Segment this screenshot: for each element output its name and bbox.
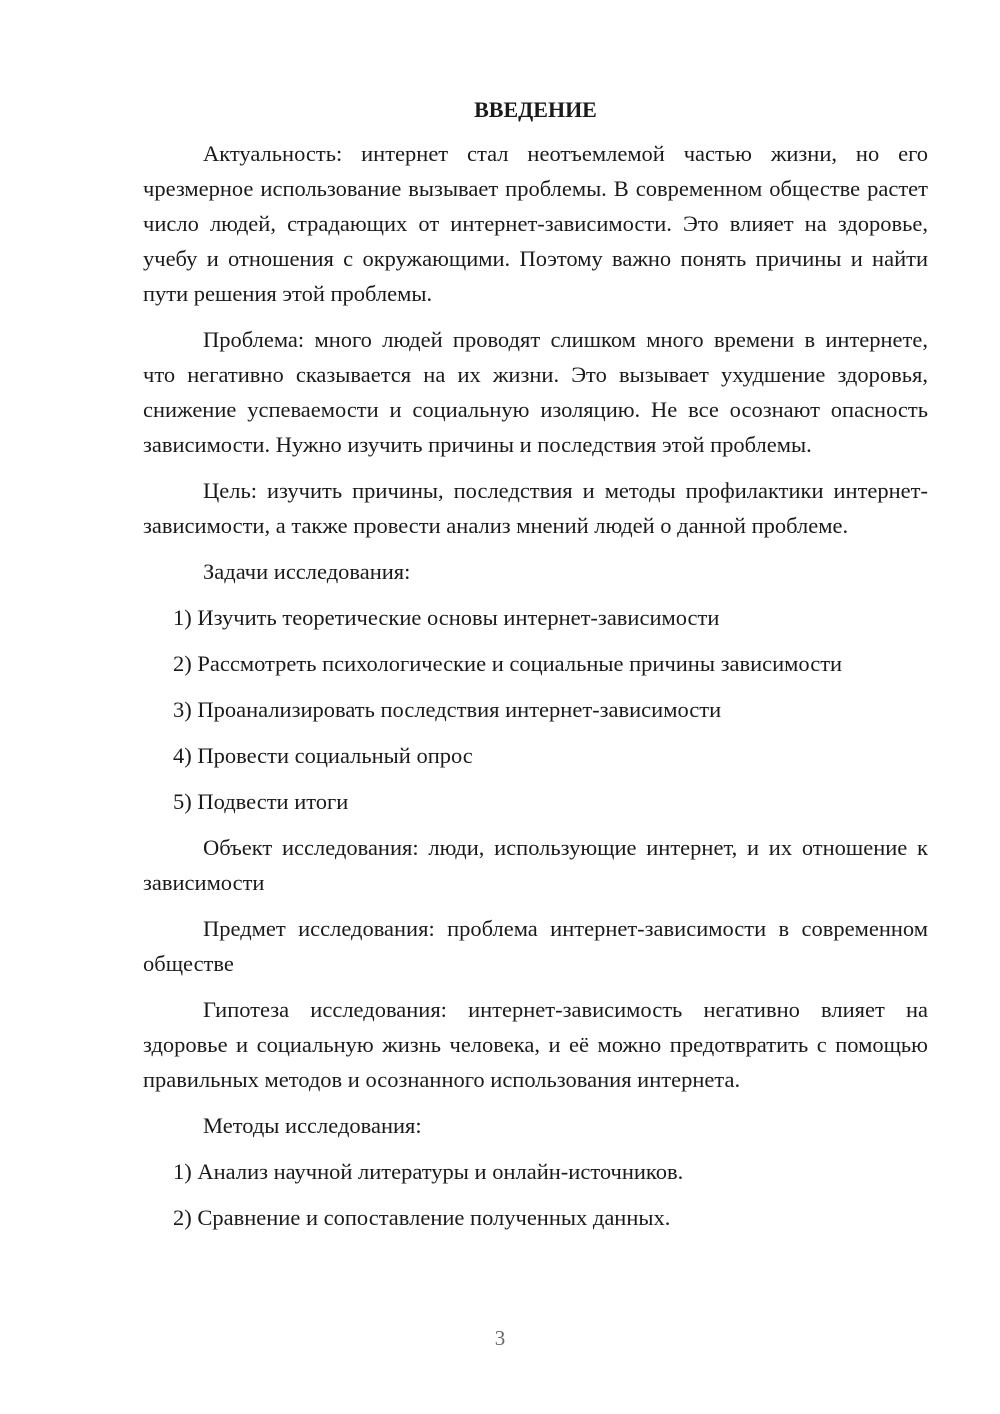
task-item: 1) Изучить теоретические основы интернет-зависимости — [173, 605, 720, 630]
task-item: 3) Проанализировать последствия интернет-зависимости — [173, 697, 722, 722]
task-item: 4) Провести социальный опрос — [173, 743, 473, 768]
methods-heading: Методы исследования: — [203, 1113, 422, 1138]
task-item: 5) Подвести итоги — [173, 789, 349, 814]
problem-paragraph: Проблема: много людей проводят слишком много времени в интернете, что негативно сказывается на их жизни. Это вызывает ухудшение здоровья, снижение успеваемости и социальную изоляцию. Не все осознают опасность зависимости. Нужно изучить причины и последствия этой проблемы. — [143, 327, 928, 457]
tasks-heading: Задачи исследования: — [203, 559, 411, 584]
hypothesis-paragraph: Гипотеза исследования: интернет-зависимость негативно влияет на здоровье и социальную жизнь человека, и её можно предотвратить с помощью правильных методов и осознанного использования интернета. — [143, 997, 928, 1092]
section-title: ВВЕДЕНИЕ — [474, 97, 597, 122]
page-number: 3 — [494, 1326, 506, 1350]
subject-paragraph: Предмет исследования: проблема интернет-зависимости в современном обществе — [143, 916, 928, 976]
task-item: 2) Рассмотреть психологические и социальные причины зависимости — [173, 651, 843, 676]
method-item: 2) Сравнение и сопоставление полученных данных. — [173, 1205, 671, 1230]
method-item: 1) Анализ научной литературы и онлайн-источников. — [173, 1159, 684, 1184]
relevance-paragraph: Актуальность: интернет стал неотъемлемой частью жизни, но его чрезмерное использование вызывает проблемы. В современном обществе растет число людей, страдающих от интернет-зависимости. Это влияет на здоровье, учебу и отношения с окружающими. Поэтому важно понять причины и найти пути решения этой проблемы. — [143, 141, 928, 306]
goal-paragraph: Цель: изучить причины, последствия и методы профилактики интернет-зависимости, а также провести анализ мнений людей о данной проблеме. — [143, 478, 928, 538]
object-paragraph: Объект исследования: люди, использующие интернет, и их отношение к зависимости — [143, 835, 928, 895]
document-page — [143, 95, 928, 1246]
